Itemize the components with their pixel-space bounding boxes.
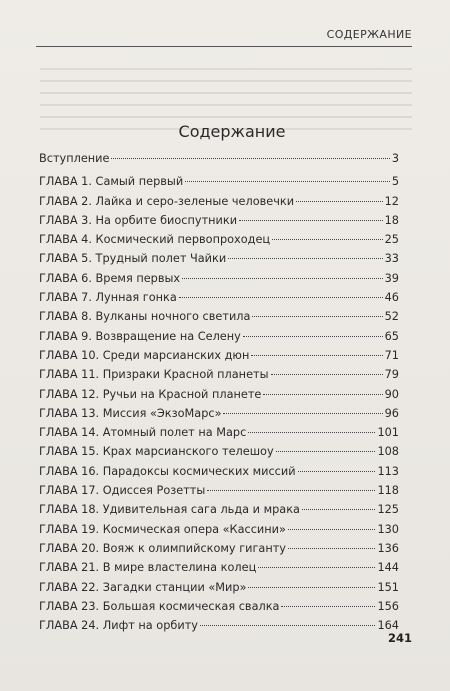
bleed-through-shadow [40, 58, 412, 158]
dot-leader [298, 471, 376, 472]
dot-leader [207, 490, 375, 491]
toc-entry-page: 33 [384, 252, 399, 266]
dot-leader [252, 316, 382, 317]
dot-leader [248, 432, 375, 433]
table-of-contents [39, 152, 399, 638]
toc-entry-label: ГЛАВА 10. Среди марсианских дюн [39, 348, 250, 362]
toc-entry-page: 113 [377, 464, 399, 478]
dot-leader [263, 394, 382, 395]
toc-entry-label: ГЛАВА 2. Лайка и серо-зеленые человечки [39, 194, 295, 208]
toc-entry-label: ГЛАВА 14. Атомный полет на Марс [39, 426, 247, 440]
dot-leader [251, 355, 382, 356]
toc-entry-page: 5 [391, 175, 399, 189]
toc-entry-label: ГЛАВА 12. Ручьи на Красной планете [39, 387, 262, 401]
toc-entry-label: ГЛАВА 17. Одиссея Розетты [39, 484, 206, 498]
toc-entry-page: 151 [377, 580, 399, 594]
toc-entry-page: 3 [391, 152, 399, 165]
toc-entry [39, 484, 399, 503]
dot-leader [272, 239, 383, 240]
toc-entry [39, 291, 399, 310]
dot-leader [288, 548, 375, 549]
toc-entry [39, 581, 399, 600]
toc-entry-page: 96 [384, 406, 399, 420]
header-rule [36, 46, 412, 47]
toc-entry-page: 144 [377, 561, 399, 575]
toc-entry-label: ГЛАВА 18. Удивительная сага льда и мрака [39, 503, 300, 517]
toc-entry [39, 310, 399, 329]
toc-entry [39, 561, 399, 580]
toc-entry-page: 18 [384, 213, 399, 227]
toc-entry-page: 65 [384, 329, 399, 343]
toc-entry-label: ГЛАВА 11. Призраки Красной планеты [39, 368, 269, 382]
dot-leader [258, 567, 375, 568]
dot-leader [223, 413, 382, 414]
toc-entry-page: 39 [384, 271, 399, 285]
toc-entry-label: ГЛАВА 6. Время первых [39, 271, 181, 285]
toc-entry [39, 600, 399, 619]
toc-entry-page: 90 [384, 387, 399, 401]
toc-entry [39, 272, 399, 291]
toc-entry-page: 71 [384, 348, 399, 362]
running-head: СОДЕРЖАНИЕ [326, 28, 412, 41]
toc-entry-page: 130 [377, 522, 399, 536]
dot-leader [185, 181, 390, 182]
dot-leader [228, 258, 382, 259]
toc-entry-page: 101 [377, 426, 399, 440]
toc-entry-label: ГЛАВА 21. В мире властелина колец [39, 561, 257, 575]
toc-entry [39, 368, 399, 387]
toc-entry [39, 214, 399, 233]
toc-entry [39, 252, 399, 271]
dot-leader [111, 158, 389, 159]
toc-entry [39, 330, 399, 349]
dot-leader [296, 201, 383, 202]
dot-leader [179, 297, 383, 298]
toc-entry [39, 407, 399, 426]
toc-entry [39, 523, 399, 542]
dot-leader [302, 509, 375, 510]
toc-entry [39, 503, 399, 522]
toc-entry-page: 79 [384, 368, 399, 382]
toc-entry-label: ГЛАВА 7. Лунная гонка [39, 291, 177, 305]
toc-entry-page: 108 [377, 445, 399, 459]
toc-entry [39, 349, 399, 368]
toc-entry-label: ГЛАВА 13. Миссия «ЭкзоМарс» [39, 406, 222, 420]
toc-entry-page: 52 [384, 310, 399, 324]
dot-leader [288, 529, 376, 530]
toc-entry-page: 136 [377, 541, 399, 555]
toc-entry [39, 465, 399, 484]
toc-entry-label: ГЛАВА 3. На орбите биоспутники [39, 213, 238, 227]
toc-entry [39, 542, 399, 561]
toc-entry-page: 118 [377, 484, 399, 498]
toc-entry-label: ГЛАВА 15. Крах марсианского телешоу [39, 445, 274, 459]
dot-leader [248, 587, 375, 588]
toc-entry-label: ГЛАВА 19. Космическая опера «Кассини» [39, 522, 286, 536]
toc-entry-page: 25 [384, 233, 399, 247]
toc-entry-label: ГЛАВА 22. Загадки станции «Мир» [39, 580, 247, 594]
dot-leader [276, 451, 376, 452]
toc-entry-label: ГЛАВА 16. Парадоксы космических миссий [39, 464, 296, 478]
toc-entry-page: 12 [384, 194, 399, 208]
toc-entry-label: ГЛАВА 23. Большая космическая свалка [39, 599, 280, 613]
dot-leader [239, 220, 383, 221]
toc-entry-label: ГЛАВА 9. Возвращение на Селену [39, 329, 241, 343]
toc-title: Содержание [178, 122, 286, 141]
page-number: 241 [387, 631, 412, 645]
toc-entry [39, 445, 399, 464]
toc-entry-label: ГЛАВА 20. Вояж к олимпийскому гиганту [39, 541, 286, 555]
toc-entry [39, 388, 399, 407]
toc-entry-page: 46 [384, 291, 399, 305]
toc-entry-label: ГЛАВА 5. Трудный полет Чайки [39, 252, 227, 266]
toc-entry-page: 125 [377, 503, 399, 517]
toc-entry [39, 175, 399, 194]
toc-entry [39, 195, 399, 214]
dot-leader [281, 606, 375, 607]
toc-entry-label: ГЛАВА 1. Самый первый [39, 175, 184, 189]
dot-leader [243, 336, 383, 337]
toc-entry [39, 426, 399, 445]
toc-entry [39, 152, 399, 171]
toc-entry-label: ГЛАВА 4. Космический первопроходец [39, 233, 271, 247]
dot-leader [271, 374, 383, 375]
toc-entry [39, 233, 399, 252]
toc-entry-label: ГЛАВА 24. Лифт на орбиту [39, 619, 198, 633]
dot-leader [182, 278, 383, 279]
toc-entry-page: 164 [377, 619, 399, 633]
dot-leader [200, 625, 375, 626]
toc-entry-page: 156 [377, 599, 399, 613]
toc-entry [39, 619, 399, 638]
toc-entry-label: ГЛАВА 8. Вулканы ночного светила [39, 310, 251, 324]
toc-entry-label: Вступление [39, 152, 110, 165]
